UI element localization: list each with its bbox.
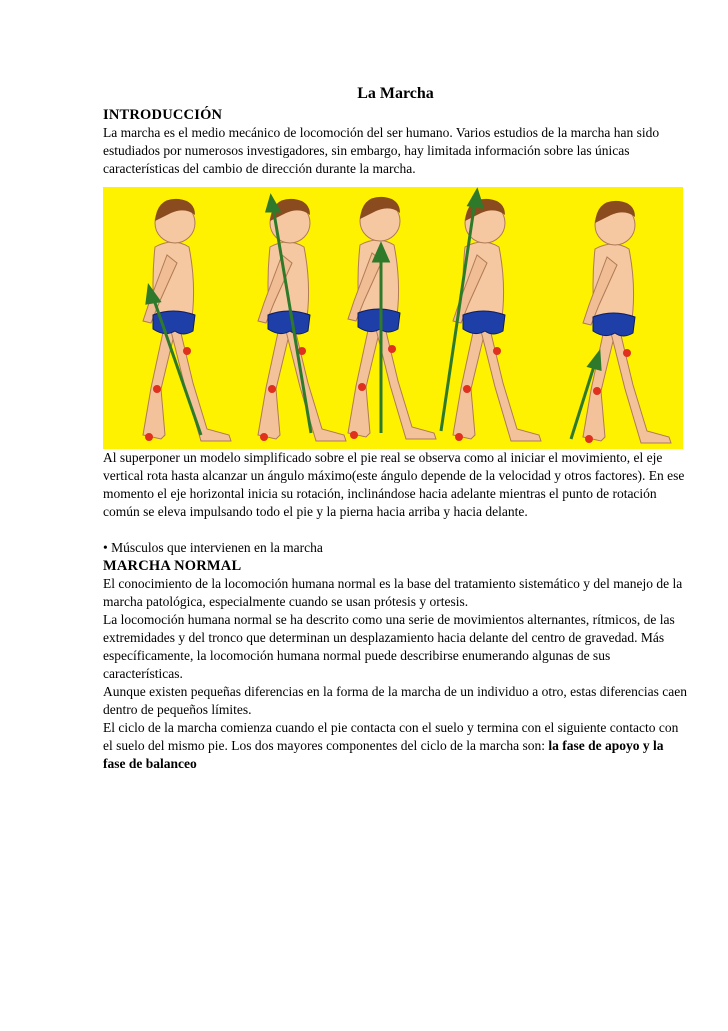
normal-paragraph-4	[103, 719, 688, 773]
normal-gait-heading: MARCHA NORMAL	[103, 558, 242, 574]
bullet-item: • Músculos que intervienen en la marcha	[103, 540, 323, 555]
normal-paragraph-3: Aunque existen pequeñas diferencias en la forma de la marcha de un individuo a otro, estas diferencias caen dentro de pequeños límites.	[103, 684, 688, 717]
walking-figure	[103, 187, 683, 449]
normal-paragraph-2: La locomoción humana normal se ha descrito como una serie de movimientos alternantes, rítmicos, de las extremidades y del tronco que determinan un desplazamiento hacia delante del centro de gravedad. Más específicamente, la locomoción humana normal puede describirse enumerando algunas de sus características.	[103, 612, 675, 681]
normal-paragraph-4-text: El ciclo de la marcha comienza cuando el pie contacta con el suelo y termina con el siguiente contacto con el suelo del mismo pie. Los dos mayores componentes del ciclo de la marcha son:	[103, 720, 679, 753]
paragraph-spacer	[103, 521, 688, 539]
intro-paragraph: La marcha es el medio mecánico de locomoción del ser humano. Varios estudios de la marcha han sido estudiados por numerosos investigadores, sin embargo, hay limitada información sobre las únicas características del cambio de dirección durante la marcha.	[103, 125, 660, 176]
document-title: La Marcha	[357, 85, 434, 102]
normal-paragraph-4-bold: la fase de apoyo y la fase de balanceo	[103, 738, 664, 771]
document-page	[103, 84, 688, 773]
figure-paragraph: Al superponer un modelo simplificado sobre el pie real se observa como al iniciar el movimiento, el eje vertical rota hasta alcanzar un ángulo máximo(este ángulo depende de la velocidad y otros factores). En ese momento el eje horizontal inicia su rotación, inclinándose hacia adelante mientras el punto de rotación común se eleva impulsando todo el pie y la pierna hacia arriba y hacia delante.	[103, 450, 685, 519]
normal-paragraph-1: El conocimiento de la locomoción humana normal es la base del tratamiento sistemático y del manejo de la marcha patológica, especialmente cuando se usan prótesis y ortesis.	[103, 576, 683, 609]
intro-heading: INTRODUCCIÓN	[103, 107, 223, 123]
walking-child-sequence-icon	[103, 187, 683, 449]
